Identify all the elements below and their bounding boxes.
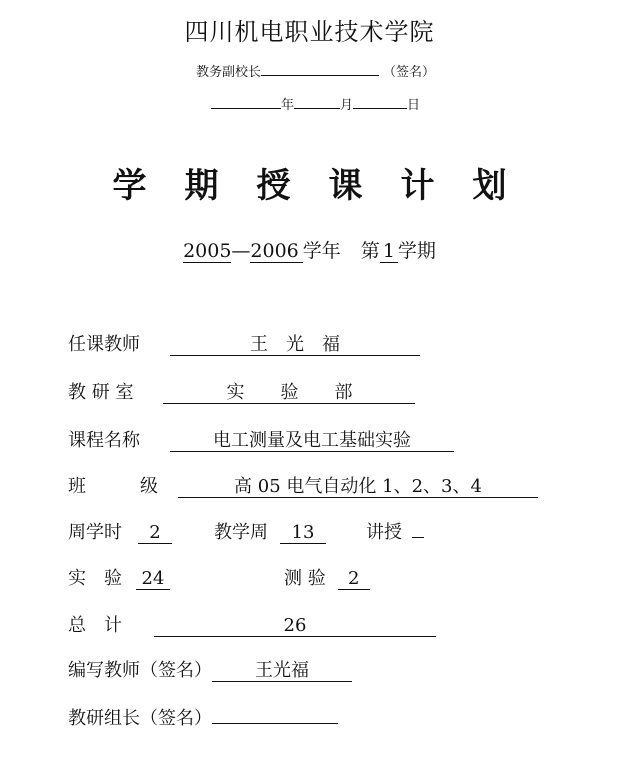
department-value[interactable]: 实 验 部	[163, 384, 415, 404]
leader-value[interactable]	[212, 703, 338, 724]
vice-principal-signature-blank[interactable]	[261, 75, 379, 76]
term-prefix: 第	[360, 240, 380, 262]
lab-value[interactable]: 24	[136, 570, 170, 590]
teaching-weeks-label: 教学周	[214, 522, 268, 543]
leader-label: 教研组长（签名）	[68, 708, 212, 729]
sign-hint: （签名）	[383, 65, 436, 80]
term-dash: —	[231, 240, 251, 262]
department-row	[68, 378, 415, 404]
year-blank[interactable]	[211, 108, 281, 109]
test-value[interactable]: 2	[338, 570, 370, 590]
course-row	[68, 426, 454, 452]
total-row	[68, 611, 436, 637]
course-value[interactable]: 电工测量及电工基础实验	[170, 432, 454, 452]
vice-principal-label: 教务副校长	[196, 65, 262, 80]
term-number: 1	[380, 242, 398, 263]
teaching-weeks-value[interactable]: 13	[280, 524, 326, 544]
weekly-hours-label: 周学时	[68, 522, 122, 543]
approval-date-line	[211, 94, 420, 113]
school-name: 四川机电职业技术学院	[184, 18, 435, 46]
department-label: 教 研 室	[68, 382, 134, 403]
vice-principal-signature-line	[196, 61, 435, 80]
leader-row	[68, 703, 338, 730]
weekly-hours-value[interactable]: 2	[138, 524, 172, 544]
teacher-label: 任课教师	[68, 334, 140, 355]
teacher-value[interactable]: 王 光 福	[170, 336, 420, 356]
teacher-row	[68, 330, 420, 356]
hours-row	[68, 518, 424, 544]
test-label: 测 验	[284, 568, 326, 589]
lab-row	[68, 564, 370, 590]
lab-label: 实 验	[68, 568, 122, 589]
class-value[interactable]: 高 05 电气自动化 1、2、3、4	[178, 478, 538, 498]
term-suffix: 学期	[397, 240, 436, 262]
total-label: 总 计	[68, 615, 122, 636]
day-char: 日	[407, 98, 421, 113]
writer-row	[68, 656, 352, 682]
document-title: 学期授课计划	[112, 166, 545, 206]
term-year-label: 学年	[302, 240, 341, 262]
term-line	[0, 236, 619, 263]
writer-value[interactable]: 王光福	[212, 662, 352, 682]
month-char: 月	[340, 98, 354, 113]
lecture-label: 讲授	[366, 522, 402, 543]
class-row	[68, 472, 538, 498]
course-label: 课程名称	[68, 430, 140, 451]
year-char: 年	[281, 98, 295, 113]
writer-label: 编写教师（签名）	[68, 660, 212, 681]
day-blank[interactable]	[353, 108, 407, 109]
lecture-value[interactable]	[412, 537, 424, 538]
total-value[interactable]: 26	[154, 617, 436, 637]
class-label: 班 级	[68, 476, 158, 497]
month-blank[interactable]	[294, 108, 340, 109]
term-year-end: 2006	[250, 242, 302, 263]
term-year-start: 2005	[183, 240, 232, 262]
